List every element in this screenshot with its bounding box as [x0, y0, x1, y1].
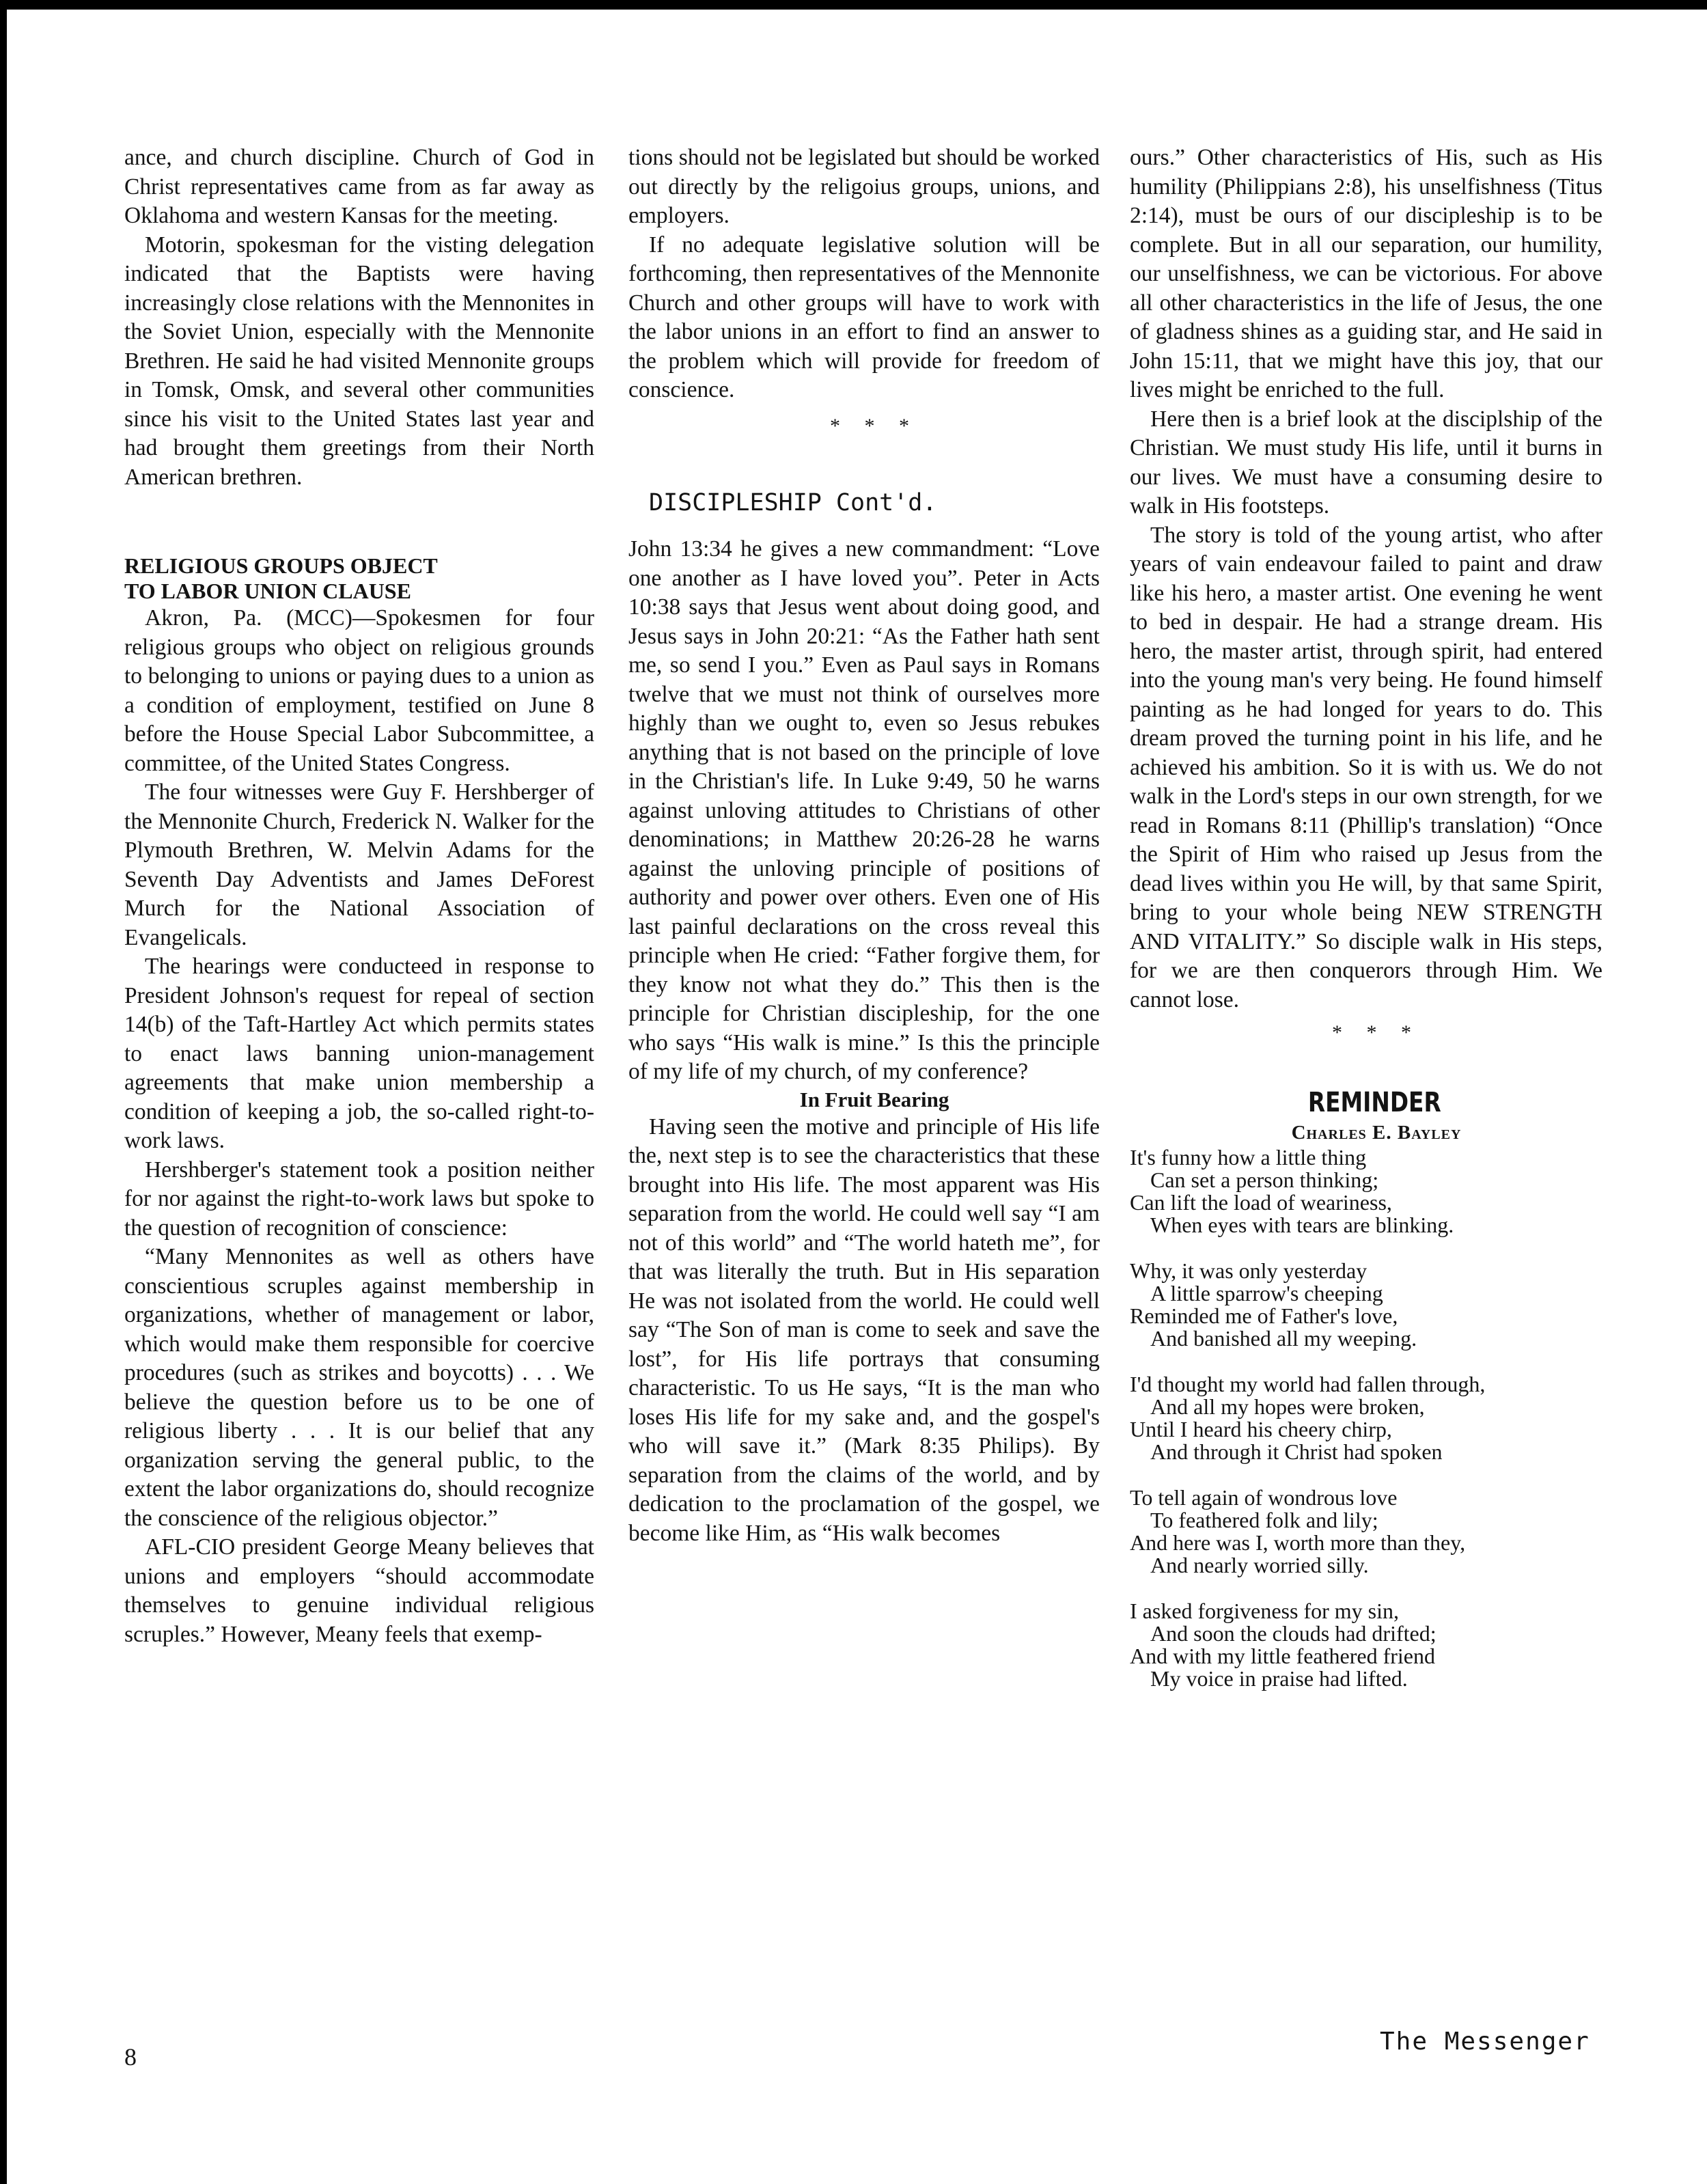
poem-line: Until I heard his cheery chirp, — [1130, 1416, 1392, 1441]
paragraph: tions should not be legislated but should be worked out directly by the religoius groups, unions, and employers. — [628, 145, 1100, 228]
column-right — [1130, 143, 1602, 1713]
subheading: In Fruit Bearing — [799, 1087, 949, 1111]
paragraph: Here then is a brief look at the disciplship of the Christian. We must study His life, until it burns in our lives. We must have a consuming desire to walk in His footsteps. — [1130, 406, 1602, 519]
poem-stanza — [1130, 1260, 1602, 1350]
poem-line: When eyes with tears are blinking. — [1150, 1212, 1454, 1237]
poem-line: I asked forgiveness for my sin, — [1130, 1598, 1399, 1623]
paragraph: ours.” Other characteristics of His, such as His humility (Philippians 2:8), his unselfishness (Titus 2:14), must be ours of our discipleship is to be complete. But in all our separation, our humility, our unselfishness, we can be victorious. For above all other characteristics in the life of Jesus, the one of gladness shines as a guiding star, and He said in John 15:11, that we might have this joy, that our lives might be enriched to the full. — [1130, 145, 1602, 402]
continued-heading: DISCIPLESHIP Cont'd. — [649, 489, 937, 516]
paragraph: Having seen the motive and principle of His life the, next step is to see the characteristics that these brought into His life. The most apparent was His separation from the world. He could well say “I am not of this world” and “The world hateth me”, for that was literally the truth. But in His separation He was not isolated from the world. He could well say “The Son of man is come to seek and save the lost”, for His life portrays that consuming characteristic. To us He says, “It is the man who loses His life for my sake and, and the gospel's who will save it.” (Mark 8:35 Philips). By separation from the claims of the world, and by dedication to the proclamation of the gospel, we become like Him, as “His walk becomes — [628, 1114, 1100, 1546]
section-separator: * * * — [1332, 1021, 1421, 1044]
scan-top-border — [0, 0, 1707, 10]
poem-line: And banished all my weeping. — [1150, 1325, 1417, 1351]
paragraph: Motorin, spokesman for the visting delegation indicated that the Baptists were having increasingly close relations with the Mennonites in the Soviet Union, especially with the Mennonite Brethren. He said he had visited Mennonite groups in Tomsk, Omsk, and several other communities since his visit to the United States last year and had brought them greetings from their North American brethren. — [124, 232, 594, 490]
paragraph: The story is told of the young artist, who after years of vain endeavour failed to paint and draw like his hero, a master artist. One evening he went to bed in despair. He had a strange dream. His hero, the master artist, through spirit, had entered into the young man's very being. He found himself painting as he had longed for years to do. This dream proved the turning point in his life, and he achieved his ambition. So it is with us. We do not walk in the Lord's steps in our own strength, for we read in Romans 8:11 (Phillip's translation) “Once the Spirit of Him who raised up Jesus from the dead lives within you He will, by that same Spirit, bring to your whole being NEW STRENGTH AND VITALITY.” So disciple walk in His steps, for we are then conquerors through Him. We cannot lose. — [1130, 522, 1602, 1012]
column-middle — [628, 143, 1100, 1548]
poem-stanza — [1130, 1146, 1602, 1236]
paragraph: Akron, Pa. (MCC)—Spokesmen for four religious groups who object on religious grounds to belonging to unions or paying dues to a union as a condition of employment, testified on June 8 before the House Special Labor Subcommittee, a committee, of the United States Congress. — [124, 605, 594, 776]
poem-line: And through it Christ had spoken — [1150, 1439, 1443, 1464]
poem-line: Reminded me of Father's love, — [1130, 1303, 1398, 1328]
article-title — [124, 553, 594, 604]
poem-line: Can set a person thinking; — [1150, 1167, 1379, 1192]
poem-line: Can lift the load of weariness, — [1130, 1189, 1392, 1215]
poem-line: To feathered folk and lily; — [1150, 1507, 1378, 1532]
poem-stanza — [1130, 1484, 1602, 1577]
poem-line: And nearly worried silly. — [1150, 1552, 1369, 1577]
poem-author: Charles E. Bayley — [1291, 1121, 1462, 1144]
poem-line: It's funny how a little thing — [1130, 1144, 1367, 1170]
poem-stanza — [1130, 1373, 1602, 1463]
paragraph: AFL-CIO president George Meany believes that unions and employers “should accommodate themselves to genuine individual religious scruples.” However, Meany feels that exemp- — [124, 1534, 594, 1647]
paragraph: If no adequate legislative solution will be forthcoming, then representatives of the Mennonite Church and other groups will have to work with the labor unions in an effort to find an answer to the problem which will provide for freedom of conscience. — [628, 232, 1100, 402]
poem-line: I'd thought my world had fallen through, — [1130, 1371, 1486, 1396]
poem-stanza — [1130, 1600, 1602, 1690]
poem-line: And with my little feathered friend — [1130, 1643, 1435, 1668]
column-left — [124, 143, 594, 1649]
paragraph: The four witnesses were Guy F. Hershberger of the Mennonite Church, Frederick N. Walker for the Plymouth Brethren, W. Melvin Adams for the Seventh Day Adventists and James DeForest Murch for the National Association of Evangelicals. — [124, 779, 594, 950]
poem-line: And all my hopes were broken, — [1150, 1394, 1425, 1419]
poem-line: To tell again of wondrous love — [1130, 1484, 1398, 1510]
paragraph: John 13:34 he gives a new commandment: “Love one another as I have loved you”. Peter in Acts 10:38 says that Jesus went about doing good, and Jesus says in John 20:21: “As the Father hath sent me, so send I you.” Even as Paul says in Romans twelve that we must not think of ourselves more highly than we ought to, even so Jesus rebukes anything that is not based on the principle of love in the Christian's life. In Luke 9:49, 50 he warns against unloving attitudes to Christians of other denominations; in Matthew 20:26-28 he warns against the unloving principle of positions of authority and power over others. Even one of His last painful declarations on the cross reveal this principle when He cried: “Father forgive them, for they know not what they do.” This then is the principle for Christian discipleship, for the one who says “His walk is mine.” Is this the principle of my life of my church, of my conference? — [628, 536, 1100, 1084]
article-title-line: TO LABOR UNION CLAUSE — [124, 579, 411, 603]
scan-left-border — [0, 0, 7, 2184]
magazine-name: The Messenger — [1380, 2028, 1590, 2056]
poem — [1130, 1146, 1602, 1690]
poem-line: And soon the clouds had drifted; — [1150, 1620, 1437, 1646]
article-title-line: RELIGIOUS GROUPS OBJECT — [124, 553, 438, 578]
poem-line: Why, it was only yesterday — [1130, 1258, 1368, 1283]
poem-title: REMINDER — [1307, 1086, 1441, 1118]
poem-line: A little sparrow's cheeping — [1150, 1280, 1383, 1305]
paragraph: ance, and church discipline. Church of God in Christ representatives came from as far away as Oklahoma and western Kansas for the meeting. — [124, 145, 594, 228]
page-number: 8 — [124, 2043, 137, 2071]
section-separator: * * * — [830, 414, 919, 437]
paragraph: Hershberger's statement took a position neither for nor against the right-to-work laws but spoke to the question of recognition of conscience: — [124, 1157, 594, 1241]
poem-line: And here was I, worth more than they, — [1130, 1530, 1466, 1555]
quote-paragraph: “Many Mennonites as well as others have conscientious scruples against membership in organizations, whether of management or labor, which would make them responsible for coercive procedures (such as strikes and boycotts) . . . We believe the question before us to be one of religious liberty . . . It is our belief that any organization serving the general public, to the extent the labor organizations do, should recognize the conscience of the religious objector.” — [124, 1244, 594, 1531]
paragraph: The hearings were conducteed in response to President Johnson's request for repeal of section 14(b) of the Taft-Hartley Act which permits states to enact laws banning union-management agreements that make union membership a condition of keeping a job, the so-called right-to-work laws. — [124, 954, 594, 1153]
poem-line: My voice in praise had lifted. — [1150, 1665, 1408, 1691]
